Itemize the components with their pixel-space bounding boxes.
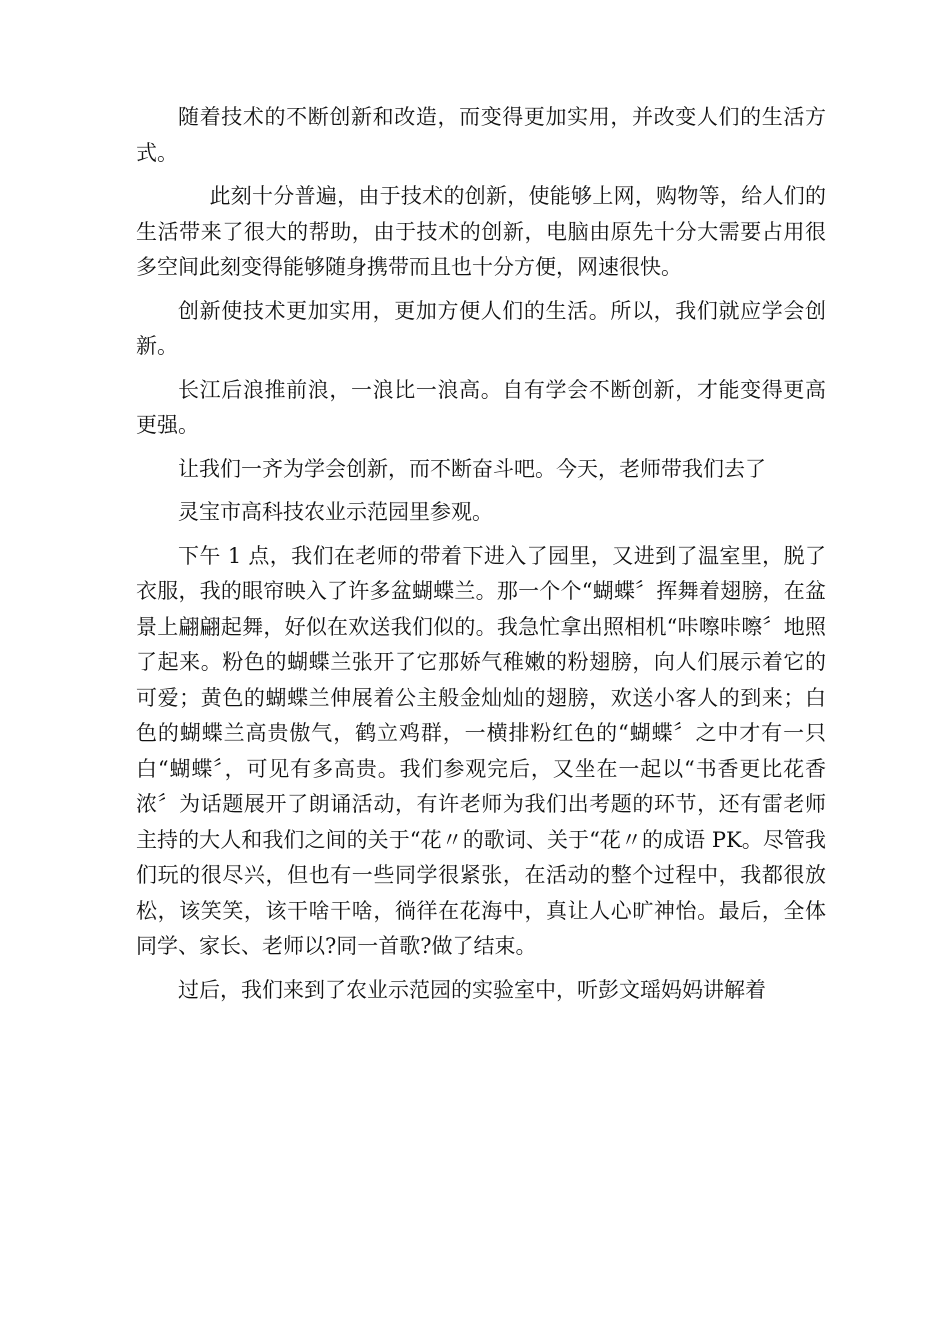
paragraph-7: 下午 1 点，我们在老师的带着下进入了园里，又进到了温室里，脱了衣服，我的眼帘映入了许多盆蝴蝶兰。那一个个“蝴蝶〞挥舞着翅膀，在盆景上翩翩起舞，好似在欢送我们似的。我急忙拿出照相机“咔嚓咔嚓〞地照了起来。粉色的蝴蝶兰张开了它那娇气稚嫩的粉翅膀，向人们展示着它的可爱；黄色的蝴蝶兰伸展着公主般金灿灿的翅膀，欢送小客人的到来；白色的蝴蝶兰高贵傲气，鹤立鸡群，一横排粉红色的“蝴蝶〞之中才有一只白“蝴蝶〞，可见有多高贵。我们参观完后，又坐在一起以“书香更比花香浓〞为话题展开了朗诵活动，有许老师为我们出考题的环节，还有雷老师主持的大人和我们之间的关于“花〃的歌词、关于“花〃的成语 PK。尽管我们玩的很尽兴，但也有一些同学很紧张，在活动的整个过程中，我都很放松，该笑笑，该干啥干啥，徜徉在花海中，真让人心旷神怡。最后，全体同学、家长、老师以?同一首歌?做了结束。 bbox=[136, 543, 826, 958]
paragraph-2: 此刻十分普遍，由于技术的创新，使能够上网，购物等，给人们的生活带来了很大的帮助，由于技术的创新，电脑由原先十分大需要占用很多空间此刻变得能够随身携带而且也十分方便，网速很快。 bbox=[136, 184, 826, 279]
paragraph-5: 让我们一齐为学会创新，而不断奋斗吧。今天，老师带我们去了 bbox=[178, 456, 766, 481]
paragraph-6: 灵宝市高科技农业示范园里参观。 bbox=[178, 500, 493, 524]
paragraph-3: 创新使技术更加实用，更加方便人们的生活。所以，我们就应学会创新。 bbox=[136, 298, 826, 358]
paragraph-8: 过后，我们来到了农业示范园的实验室中，听彭文瑶妈妈讲解着 bbox=[178, 977, 766, 1002]
paragraph-4: 长江后浪推前浪，一浪比一浪高。自有学会不断创新，才能变得更高更强。 bbox=[136, 377, 826, 437]
paragraph-1: 随着技术的不断创新和改造，而变得更加实用，并改变人们的生活方式。 bbox=[136, 105, 826, 165]
document-body bbox=[136, 100, 826, 1008]
